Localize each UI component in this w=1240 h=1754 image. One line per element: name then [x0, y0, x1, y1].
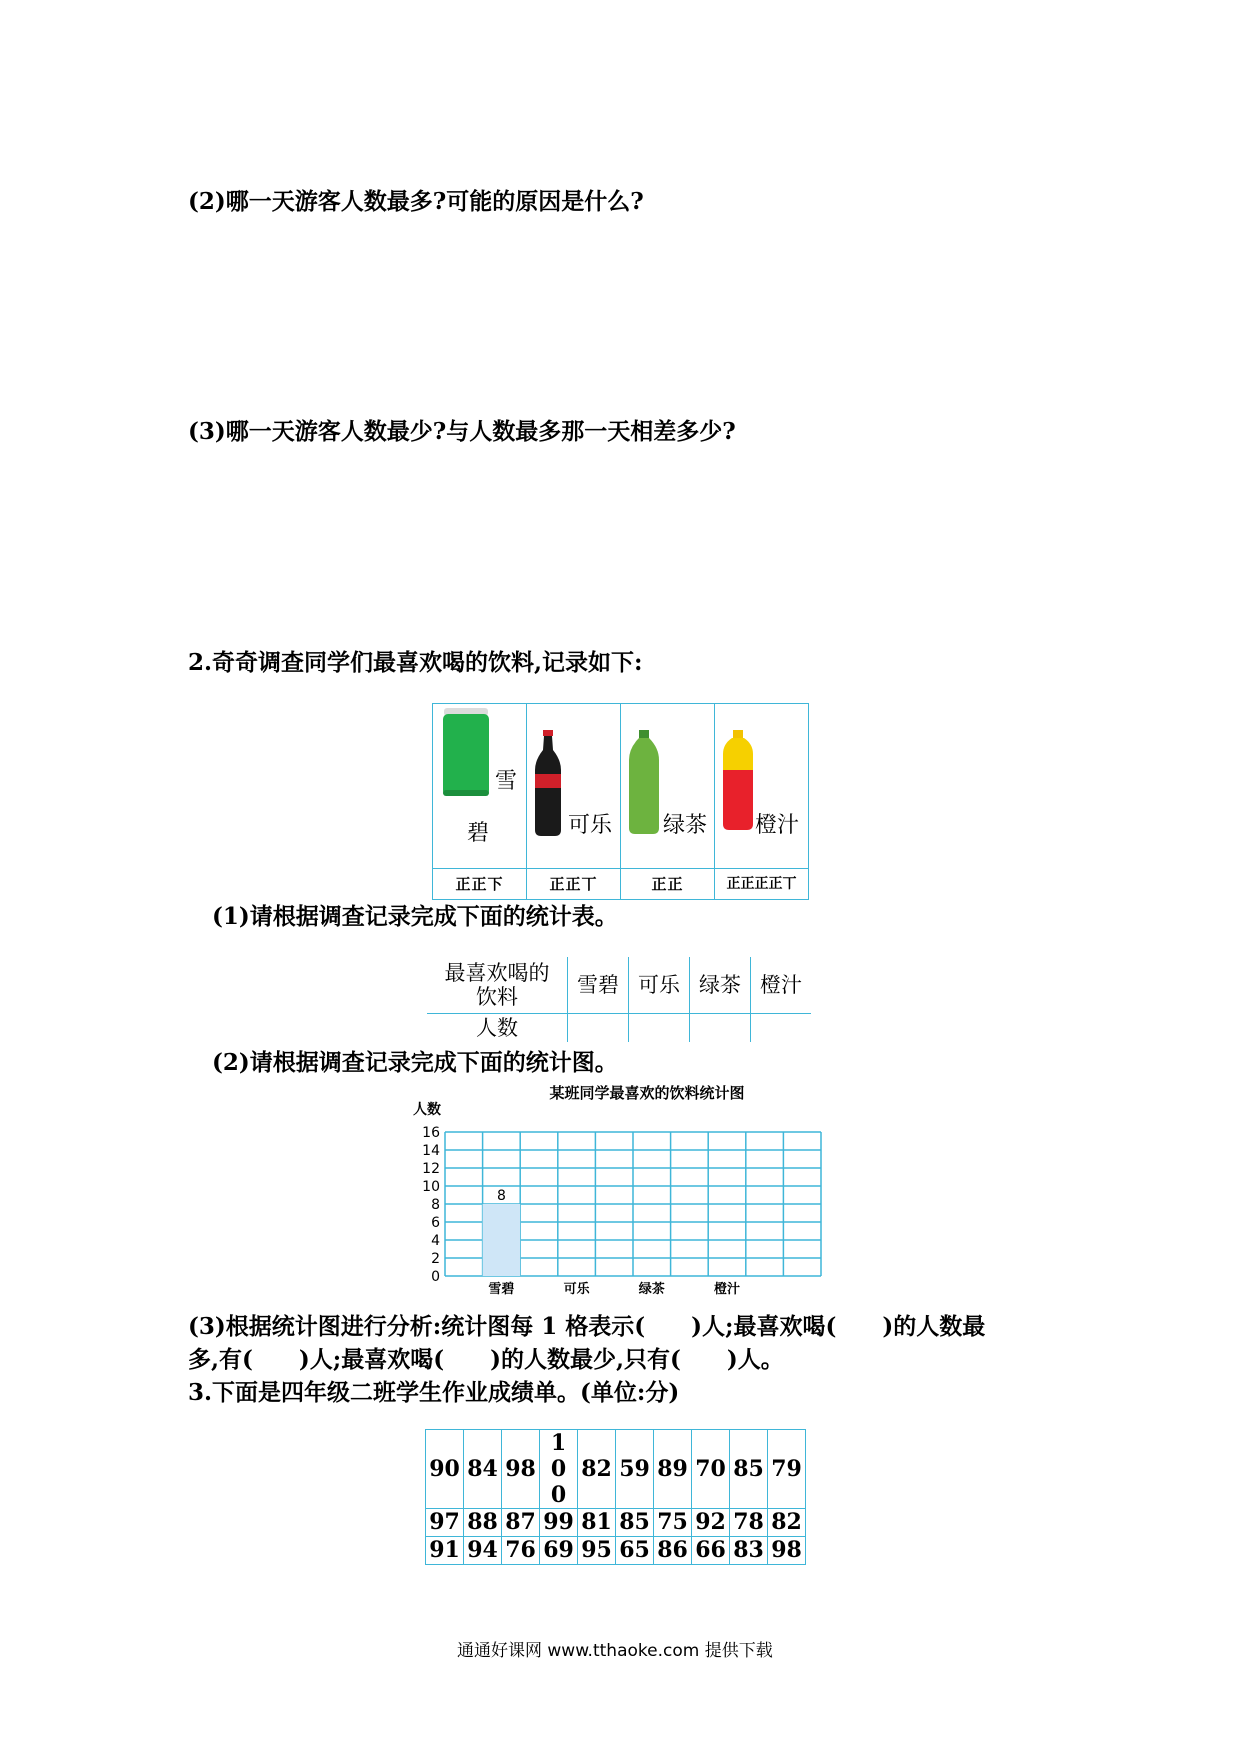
question-2-1: (1)请根据调查记录完成下面的统计表。	[212, 903, 618, 930]
score-cell: 81	[578, 1509, 616, 1537]
score-cell: 97	[426, 1509, 464, 1537]
score-cell: 95	[578, 1537, 616, 1565]
green-tea-bottle-image	[627, 730, 661, 834]
tally-cola: 正正丅	[527, 869, 621, 900]
drink-name-green-tea: 绿茶	[663, 813, 708, 838]
score-cell: 82	[578, 1430, 616, 1509]
score-cell: 91	[426, 1537, 464, 1565]
score-cell: 98	[768, 1537, 806, 1565]
stat-drink-cola: 可乐	[629, 957, 690, 1014]
chart-y-tick-label: 12	[422, 1161, 440, 1177]
score-cell: 85	[616, 1509, 654, 1537]
question-1-2: (2)哪一天游客人数最多?可能的原因是什么?	[188, 188, 644, 215]
score-cell: 75	[654, 1509, 692, 1537]
orange-juice-bottle-image	[721, 730, 755, 830]
tally-sprite: 正正下	[433, 869, 527, 900]
chart-title: 某班同学最喜欢的饮料统计图	[549, 1084, 745, 1102]
chart-category-label: 可乐	[563, 1282, 590, 1297]
score-cell: 59	[616, 1430, 654, 1509]
score-cell: 69	[540, 1537, 578, 1565]
chart-y-tick-label: 0	[431, 1269, 440, 1285]
drink-cell-cola	[527, 704, 621, 869]
score-cell: 90	[426, 1430, 464, 1509]
chart-y-tick-label: 2	[431, 1251, 440, 1267]
drink-cell-green-tea	[621, 704, 715, 869]
chart-y-tick-label: 10	[422, 1179, 440, 1195]
score-cell: 70	[692, 1430, 730, 1509]
score-cell	[540, 1430, 578, 1509]
question-3-title: 3.下面是四年级二班学生作业成绩单。(单位:分)	[188, 1379, 680, 1406]
stat-count-cell	[751, 1014, 812, 1043]
chart-y-tick-label: 6	[431, 1215, 440, 1231]
chart-y-tick-label: 14	[422, 1143, 440, 1159]
stat-header-drink	[427, 957, 568, 1014]
tally-green-tea: 正正	[621, 869, 715, 900]
question-1-3: (3)哪一天游客人数最少?与人数最多那一天相差多少?	[188, 418, 736, 445]
chart-y-tick-label: 8	[431, 1197, 440, 1213]
chart-category-label: 绿茶	[638, 1282, 665, 1297]
drink-bar-chart	[405, 1078, 845, 1298]
score-cell: 66	[692, 1537, 730, 1565]
sprite-can-image	[443, 708, 489, 796]
statistics-table	[427, 957, 811, 1042]
question-2-3-line1: (3)根据统计图进行分析:统计图每 1 格表示( )人;最喜欢喝( )的人数最	[188, 1313, 986, 1340]
drink-cell-orange-juice	[715, 704, 809, 869]
score-cell: 88	[464, 1509, 502, 1537]
stat-drink-green-tea: 绿茶	[690, 957, 751, 1014]
chart-y-tick-label: 16	[422, 1125, 440, 1141]
score-cell: 76	[502, 1537, 540, 1565]
stat-drink-orange-juice: 橙汁	[751, 957, 812, 1014]
tally-orange-juice: 正正正正丅	[715, 869, 809, 900]
stat-count-cell	[690, 1014, 751, 1043]
question-2-2: (2)请根据调查记录完成下面的统计图。	[212, 1049, 618, 1076]
chart-bar	[483, 1204, 521, 1276]
drink-name-orange-juice: 橙汁	[755, 813, 800, 838]
stat-header-drink-line1: 最喜欢喝的	[444, 961, 550, 985]
question-2-3-line2: 多,有( )人;最喜欢喝( )的人数最少,只有( )人。	[188, 1346, 784, 1373]
chart-y-axis-label: 人数	[413, 1102, 441, 1118]
score-cell: 83	[730, 1537, 768, 1565]
score-cell: 85	[730, 1430, 768, 1509]
score-cell-wrapped: 100	[550, 1430, 567, 1508]
question-2-title: 2.奇奇调查同学们最喜欢喝的饮料,记录如下:	[188, 649, 643, 676]
score-cell: 78	[730, 1509, 768, 1537]
drink-survey-table	[432, 703, 809, 900]
chart-category-label: 橙汁	[713, 1282, 741, 1297]
stat-count-cell	[629, 1014, 690, 1043]
score-cell: 94	[464, 1537, 502, 1565]
chart-y-tick-label: 4	[431, 1233, 440, 1249]
chart-category-label: 雪碧	[488, 1282, 515, 1297]
stat-header-drink-line2: 饮料	[476, 985, 518, 1009]
drink-name-cola: 可乐	[568, 813, 613, 838]
stat-header-count: 人数	[427, 1014, 568, 1043]
chart-data-label: 8	[496, 1188, 506, 1204]
stat-drink-sprite: 雪碧	[568, 957, 629, 1014]
score-cell: 92	[692, 1509, 730, 1537]
score-cell: 89	[654, 1430, 692, 1509]
drink-name-sprite-b: 碧	[467, 821, 490, 846]
score-cell: 87	[502, 1509, 540, 1537]
drink-name-sprite-a: 雪	[495, 769, 518, 794]
cola-bottle-image	[533, 730, 563, 836]
footer-text: 通通好课网 www.tthaoke.com 提供下载	[457, 1641, 773, 1661]
score-cell: 98	[502, 1430, 540, 1509]
drink-cell-sprite	[433, 704, 527, 869]
score-cell: 79	[768, 1430, 806, 1509]
scores-table	[425, 1429, 806, 1565]
score-cell: 86	[654, 1537, 692, 1565]
score-cell: 65	[616, 1537, 654, 1565]
stat-count-cell	[568, 1014, 629, 1043]
score-cell: 99	[540, 1509, 578, 1537]
score-cell: 82	[768, 1509, 806, 1537]
score-cell: 84	[464, 1430, 502, 1509]
